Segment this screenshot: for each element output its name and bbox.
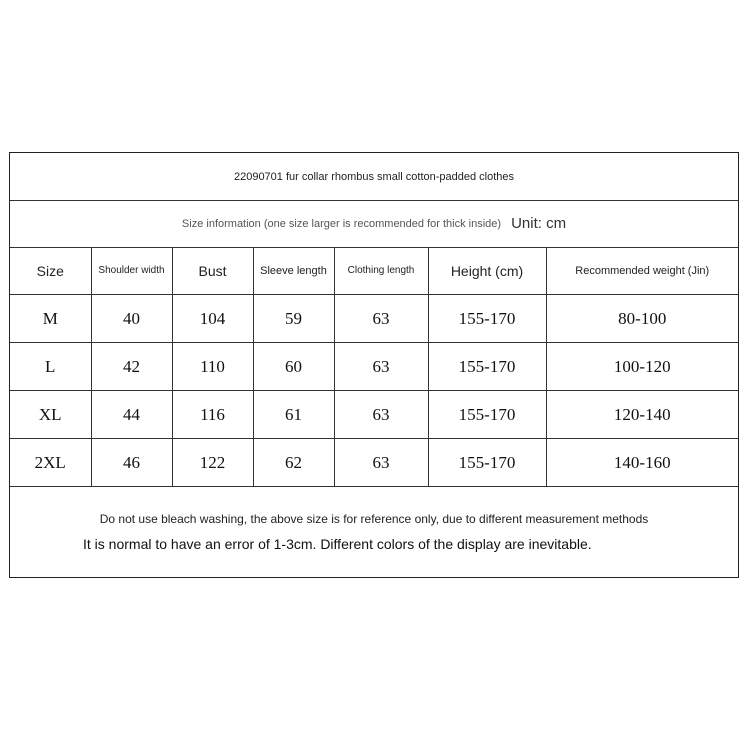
size-info-row [10,200,738,248]
cell-bust: 104 [172,295,253,343]
cell-sleeve: 60 [253,343,334,391]
cell-length: 63 [334,439,428,487]
header-shoulder-width: Shoulder width [91,247,172,295]
cell-length: 63 [334,295,428,343]
cell-sleeve: 59 [253,295,334,343]
header-clothing-length: Clothing length [334,247,428,295]
cell-height: 155-170 [428,295,546,343]
chart-title: 22090701 fur collar rhombus small cotton-padded clothes [10,153,738,201]
table-row [10,391,738,439]
cell-size: M [10,295,91,343]
cell-length: 63 [334,343,428,391]
cell-height: 155-170 [428,343,546,391]
header-recommended-weight: Recommended weight (Jin) [546,247,738,295]
cell-weight: 100-120 [546,343,738,391]
cell-size: 2XL [10,439,91,487]
header-height: Height (cm) [428,247,546,295]
header-size: Size [10,247,91,295]
cell-height: 155-170 [428,391,546,439]
cell-height: 155-170 [428,439,546,487]
table-row [10,439,738,487]
cell-size: XL [10,391,91,439]
cell-shoulder: 46 [91,439,172,487]
header-bust: Bust [172,247,253,295]
cell-length: 63 [334,391,428,439]
cell-bust: 110 [172,343,253,391]
size-chart [9,152,739,578]
header-sleeve-length: Sleeve length [253,247,334,295]
cell-bust: 116 [172,391,253,439]
table-row [10,343,738,391]
cell-shoulder: 44 [91,391,172,439]
cell-weight: 80-100 [546,295,738,343]
cell-sleeve: 62 [253,439,334,487]
cell-bust: 122 [172,439,253,487]
size-table [10,247,738,487]
cell-shoulder: 42 [91,343,172,391]
unit-label: Unit: cm [511,215,567,232]
footer-note-washing: Do not use bleach washing, the above size is for reference only, due to different measurement methods [99,512,649,526]
cell-weight: 120-140 [546,391,738,439]
header-row [10,247,738,295]
cell-size: L [10,343,91,391]
cell-shoulder: 40 [91,295,172,343]
cell-sleeve: 61 [253,391,334,439]
table-row [10,295,738,343]
cell-weight: 140-160 [546,439,738,487]
footer-note-error: It is normal to have an error of 1-3cm. Different colors of the display are inevitable. [83,536,592,552]
footer-notes [10,484,738,577]
size-info-note: Size information (one size larger is recommended for thick inside) [181,217,502,230]
